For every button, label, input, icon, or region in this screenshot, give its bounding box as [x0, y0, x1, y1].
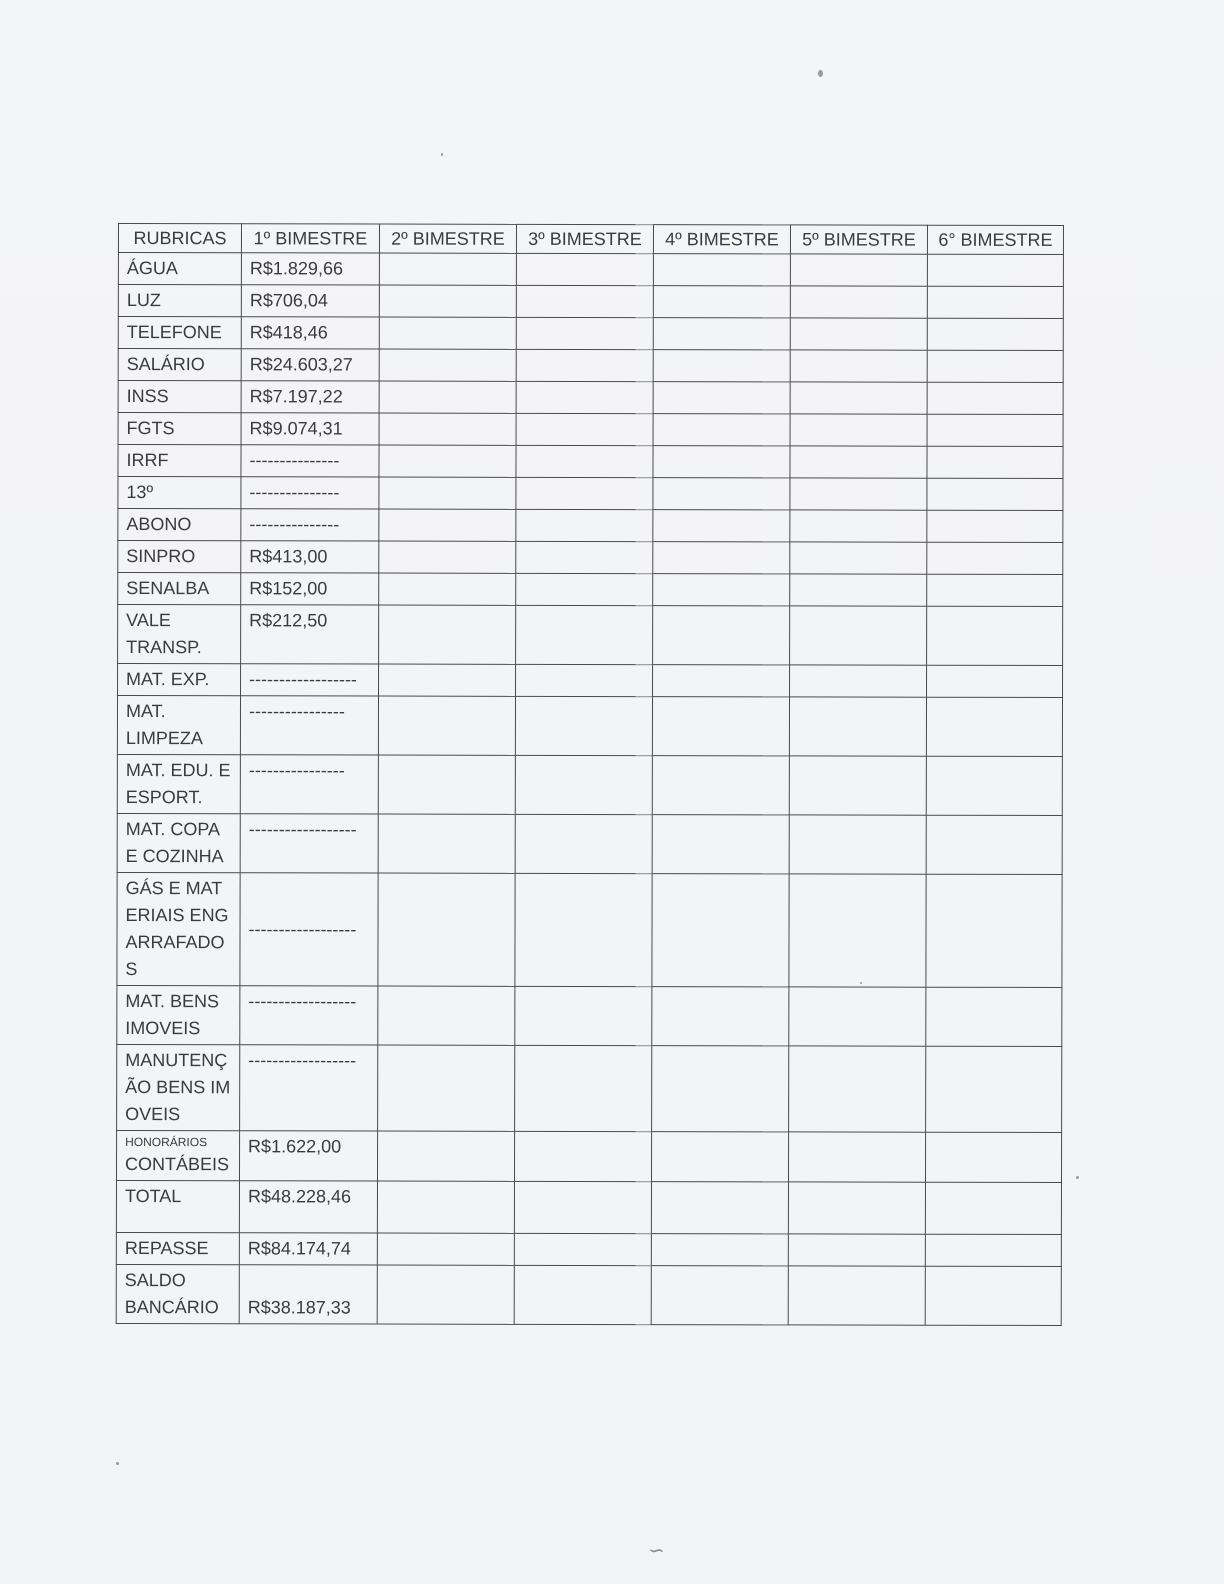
table-row	[118, 509, 1063, 543]
row-label: CONTÁBEIS	[125, 1154, 230, 1175]
empty-cell	[927, 446, 1063, 478]
empty-cell	[516, 445, 653, 477]
row-label: VALE TRANSP.	[118, 605, 241, 664]
empty-cell	[653, 606, 790, 665]
empty-cell	[789, 815, 926, 874]
row-label: MAT. EDU. E ESPORT.	[117, 754, 240, 813]
empty-cell	[653, 542, 790, 574]
empty-cell	[514, 1233, 651, 1265]
table-row	[118, 445, 1063, 479]
empty-cell	[927, 510, 1063, 542]
value-cell: ---------------	[241, 509, 379, 541]
row-label: ABONO	[118, 509, 241, 541]
table-row	[118, 605, 1063, 666]
empty-cell	[790, 382, 927, 414]
empty-cell	[790, 446, 927, 478]
empty-cell	[514, 1181, 651, 1233]
empty-cell	[789, 987, 926, 1046]
empty-cell	[927, 254, 1063, 286]
empty-cell	[516, 605, 653, 664]
empty-cell	[927, 414, 1063, 446]
empty-cell	[790, 542, 927, 574]
empty-cell	[653, 414, 790, 446]
value-cell: ------------------	[240, 873, 378, 986]
empty-cell	[790, 574, 927, 606]
row-label: MAT. COPA E COZINHA	[117, 813, 240, 872]
empty-cell	[790, 350, 927, 382]
table-row	[118, 413, 1063, 447]
scan-speck	[1076, 1176, 1079, 1179]
empty-cell	[379, 509, 516, 541]
empty-cell	[925, 1234, 1061, 1266]
empty-cell	[379, 541, 516, 573]
table-row	[118, 349, 1063, 383]
empty-cell	[378, 873, 515, 986]
empty-cell	[651, 1182, 788, 1234]
scan-mark: ∽	[648, 1538, 665, 1562]
empty-cell	[516, 541, 653, 573]
row-label: FGTS	[118, 413, 241, 445]
empty-cell	[790, 254, 927, 286]
table-row	[117, 1044, 1062, 1132]
empty-cell	[651, 1234, 788, 1266]
empty-cell	[652, 697, 789, 756]
value-cell: R$7.197,22	[241, 381, 379, 413]
empty-cell	[927, 382, 1063, 414]
row-label: MAT. BENS IMOVEIS	[117, 985, 240, 1044]
empty-cell	[514, 1265, 651, 1324]
empty-cell	[790, 286, 927, 318]
empty-cell	[516, 349, 653, 381]
empty-cell	[927, 318, 1063, 350]
empty-cell	[651, 1132, 788, 1182]
empty-cell	[515, 696, 652, 755]
value-cell: ------------------	[240, 986, 378, 1045]
value-cell: ----------------	[240, 755, 378, 814]
table-row	[118, 253, 1063, 287]
empty-cell	[514, 1131, 651, 1181]
empty-cell	[653, 574, 790, 606]
scan-speck	[818, 70, 823, 77]
empty-cell	[516, 413, 653, 445]
value-cell: R$38.187,33	[239, 1265, 377, 1324]
empty-cell	[927, 350, 1063, 382]
row-label-honorarios	[116, 1130, 239, 1180]
empty-cell	[790, 665, 927, 697]
table-row	[117, 813, 1062, 874]
empty-cell	[927, 574, 1063, 606]
column-header-bimestre-6: 6° BIMESTRE	[927, 225, 1063, 254]
row-label: SALDO BANCÁRIO	[116, 1264, 239, 1323]
empty-cell	[788, 1234, 925, 1266]
empty-cell	[927, 606, 1063, 665]
empty-cell	[652, 756, 789, 815]
empty-cell	[653, 350, 790, 382]
empty-cell	[789, 756, 926, 815]
value-cell: R$24.603,27	[241, 349, 379, 381]
empty-cell	[788, 1266, 925, 1325]
empty-cell	[379, 477, 516, 509]
row-label: SINPRO	[118, 541, 241, 573]
empty-cell	[789, 874, 926, 987]
column-header-bimestre-4: 4º BIMESTRE	[653, 225, 790, 254]
table-row	[117, 754, 1062, 815]
empty-cell	[653, 382, 790, 414]
row-label: MANUTENÇÃO BENS IMOVEIS	[117, 1044, 240, 1130]
table-row	[116, 1232, 1061, 1266]
column-header-bimestre-1: 1º BIMESTRE	[241, 224, 379, 253]
empty-cell	[515, 814, 652, 873]
empty-cell	[652, 874, 789, 987]
value-cell: ------------------	[240, 814, 378, 873]
table-row	[117, 696, 1062, 757]
value-cell: ----------------	[240, 696, 378, 755]
empty-cell	[789, 697, 926, 756]
empty-cell	[516, 381, 653, 413]
empty-cell	[926, 874, 1062, 987]
scan-speck	[116, 1462, 119, 1465]
empty-cell	[790, 318, 927, 350]
empty-cell	[379, 381, 516, 413]
empty-cell	[379, 573, 516, 605]
empty-cell	[516, 477, 653, 509]
empty-cell	[925, 1132, 1061, 1182]
table-row	[116, 1180, 1061, 1234]
empty-cell	[790, 414, 927, 446]
table-row	[118, 477, 1063, 511]
empty-cell	[515, 755, 652, 814]
row-label: GÁS E MATERIAIS ENGARRAFADOS	[117, 872, 240, 985]
column-header-bimestre-3: 3º BIMESTRE	[516, 224, 653, 253]
empty-cell	[790, 606, 927, 665]
row-label: MAT. EXP.	[118, 664, 241, 696]
row-label-small: HONORÁRIOS	[125, 1135, 208, 1150]
row-label: INSS	[118, 381, 241, 413]
value-cell: R$1.829,66	[241, 253, 379, 285]
value-cell: R$48.228,46	[239, 1181, 377, 1233]
empty-cell	[653, 478, 790, 510]
empty-cell	[515, 1045, 652, 1131]
empty-cell	[926, 987, 1062, 1046]
rubricas-table	[116, 223, 1064, 1326]
value-cell: R$84.174,74	[239, 1233, 377, 1265]
empty-cell	[378, 1045, 515, 1131]
table-row	[117, 985, 1062, 1046]
empty-cell	[927, 542, 1063, 574]
empty-cell	[926, 697, 1062, 756]
row-label: SENALBA	[118, 573, 241, 605]
row-label: TOTAL	[116, 1180, 239, 1232]
empty-cell	[653, 254, 790, 286]
empty-cell	[652, 1046, 789, 1132]
empty-cell	[379, 445, 516, 477]
empty-cell	[379, 253, 516, 285]
table-row	[118, 285, 1063, 319]
value-cell: R$418,46	[241, 317, 379, 349]
row-label: 13º	[118, 477, 241, 509]
empty-cell	[653, 446, 790, 478]
empty-cell	[926, 1046, 1062, 1132]
value-cell: R$413,00	[241, 541, 379, 573]
empty-cell	[927, 286, 1063, 318]
empty-cell	[651, 1266, 788, 1325]
empty-cell	[378, 696, 515, 755]
table-row	[116, 1130, 1061, 1182]
table-row	[118, 573, 1063, 607]
value-cell: ---------------	[241, 477, 379, 509]
column-header-bimestre-5: 5º BIMESTRE	[790, 225, 927, 254]
row-label: ÁGUA	[118, 253, 241, 285]
empty-cell	[790, 478, 927, 510]
table-row	[118, 381, 1063, 415]
value-cell: ---------------	[241, 445, 379, 477]
empty-cell	[788, 1132, 925, 1182]
table-row	[117, 872, 1062, 987]
empty-cell	[925, 1266, 1061, 1325]
value-cell: R$1.622,00	[239, 1131, 377, 1181]
scan-speck	[860, 982, 862, 984]
empty-cell	[926, 815, 1062, 874]
empty-cell	[379, 349, 516, 381]
empty-cell	[378, 986, 515, 1045]
empty-cell	[377, 1181, 514, 1233]
empty-cell	[516, 573, 653, 605]
empty-cell	[516, 317, 653, 349]
empty-cell	[927, 478, 1063, 510]
empty-cell	[788, 1182, 925, 1234]
empty-cell	[377, 1265, 514, 1324]
empty-cell	[516, 253, 653, 285]
empty-cell	[516, 664, 653, 696]
table-row	[118, 664, 1063, 698]
value-cell: R$152,00	[241, 573, 379, 605]
row-label: MAT. LIMPEZA	[117, 696, 240, 755]
column-header-bimestre-2: 2º BIMESTRE	[379, 224, 516, 253]
empty-cell	[378, 755, 515, 814]
empty-cell	[379, 413, 516, 445]
empty-cell	[926, 756, 1062, 815]
table-row	[116, 1264, 1061, 1325]
value-cell: ------------------	[241, 664, 379, 696]
empty-cell	[653, 510, 790, 542]
empty-cell	[653, 665, 790, 697]
row-label: IRRF	[118, 445, 241, 477]
empty-cell	[653, 318, 790, 350]
column-header-rubricas: RUBRICAS	[118, 224, 241, 253]
header-row	[118, 224, 1063, 255]
empty-cell	[927, 665, 1063, 697]
scan-speck	[441, 153, 443, 156]
empty-cell	[790, 510, 927, 542]
row-label: SALÁRIO	[118, 349, 241, 381]
table-row	[118, 317, 1063, 351]
row-label: TELEFONE	[118, 317, 241, 349]
empty-cell	[516, 285, 653, 317]
empty-cell	[789, 1046, 926, 1132]
empty-cell	[379, 285, 516, 317]
value-cell: R$706,04	[241, 285, 379, 317]
table-row	[118, 541, 1063, 575]
empty-cell	[378, 814, 515, 873]
empty-cell	[379, 605, 516, 664]
empty-cell	[515, 873, 652, 986]
value-cell: ------------------	[240, 1045, 378, 1131]
row-label: REPASSE	[116, 1232, 239, 1264]
empty-cell	[652, 815, 789, 874]
empty-cell	[925, 1182, 1061, 1234]
row-label: LUZ	[118, 285, 241, 317]
empty-cell	[652, 987, 789, 1046]
empty-cell	[516, 509, 653, 541]
empty-cell	[653, 286, 790, 318]
empty-cell	[379, 664, 516, 696]
value-cell: R$212,50	[241, 605, 379, 664]
empty-cell	[515, 986, 652, 1045]
empty-cell	[377, 1233, 514, 1265]
value-cell: R$9.074,31	[241, 413, 379, 445]
empty-cell	[377, 1131, 514, 1181]
empty-cell	[379, 317, 516, 349]
